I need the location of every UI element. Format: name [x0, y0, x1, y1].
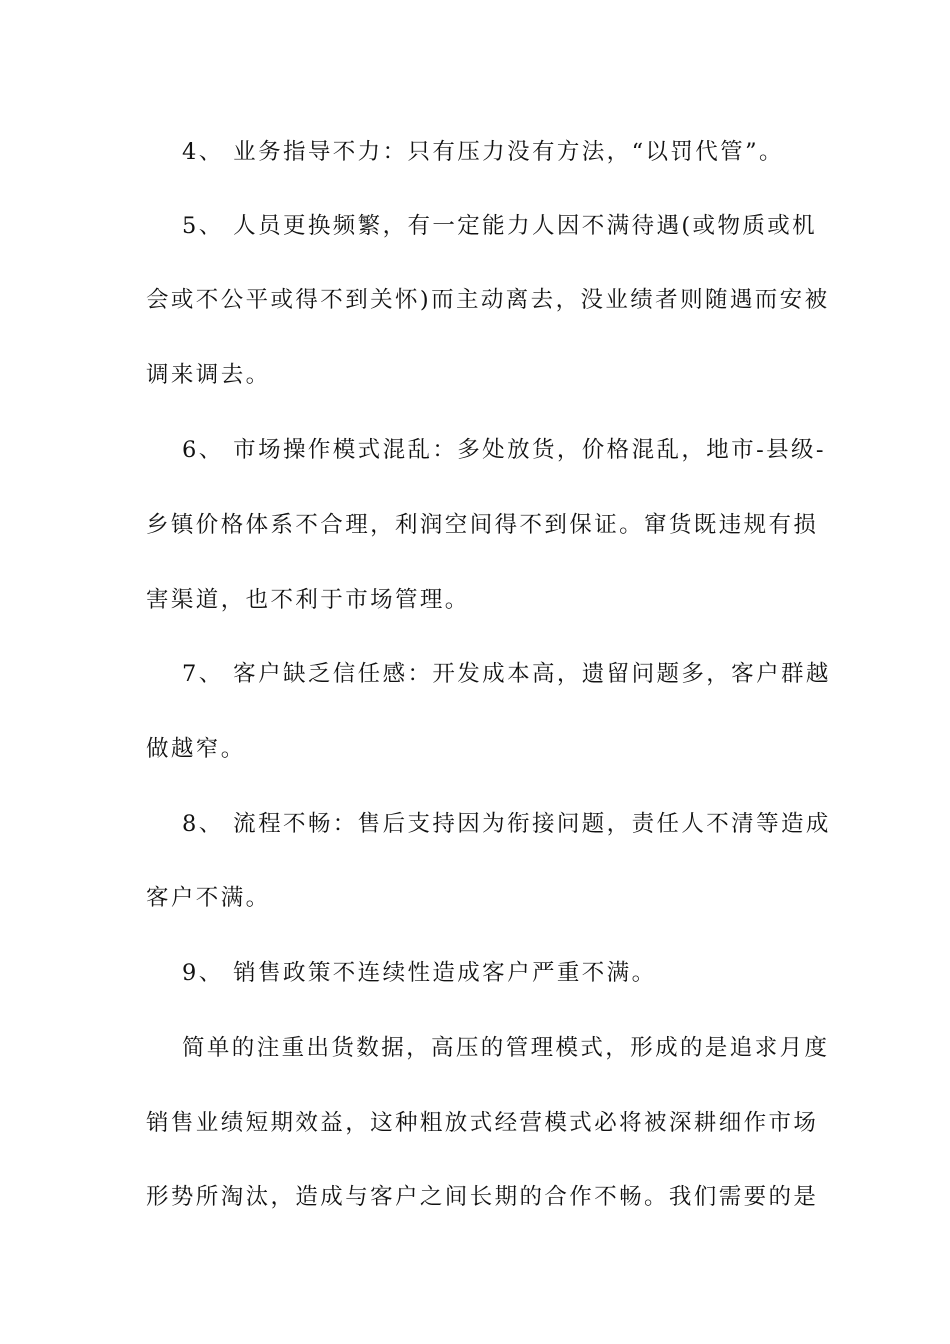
text-line: 8、 流程不畅：售后支持因为衔接问题，责任人不清等造成: [182, 811, 831, 837]
text-line: 7、 客户缺乏信任感：开发成本高，遗留问题多，客户群越: [182, 661, 831, 687]
text-line: 会或不公平或得不到关怀)而主动离去，没业绩者则随遇而安被: [146, 287, 830, 313]
text-line: 客户不满。: [146, 885, 271, 911]
text-line: 9、 销售政策不连续性造成客户严重不满。: [182, 960, 657, 986]
text-line: 形势所淘汰，造成与客户之间长期的合作不畅。我们需要的是: [146, 1184, 819, 1210]
text-line: 乡镇价格体系不合理，利润空间得不到保证。窜货既违规有损: [146, 512, 819, 538]
text-line: 6、 市场操作模式混乱：多处放货，价格混乱，地市-县级-: [182, 437, 826, 463]
text-line: 4、 业务指导不力：只有压力没有方法，“以罚代管”。: [182, 139, 784, 165]
text-line: 调来调去。: [146, 362, 271, 388]
text-line: 做越窄。: [146, 736, 246, 762]
text-line: 害渠道，也不利于市场管理。: [146, 587, 470, 613]
text-line: 简单的注重出货数据，高压的管理模式，形成的是追求月度: [182, 1035, 830, 1061]
text-line: 销售业绩短期效益，这种粗放式经营模式必将被深耕细作市场: [146, 1110, 819, 1136]
text-line: 5、 人员更换频繁，有一定能力人因不满待遇(或物质或机: [182, 213, 818, 239]
